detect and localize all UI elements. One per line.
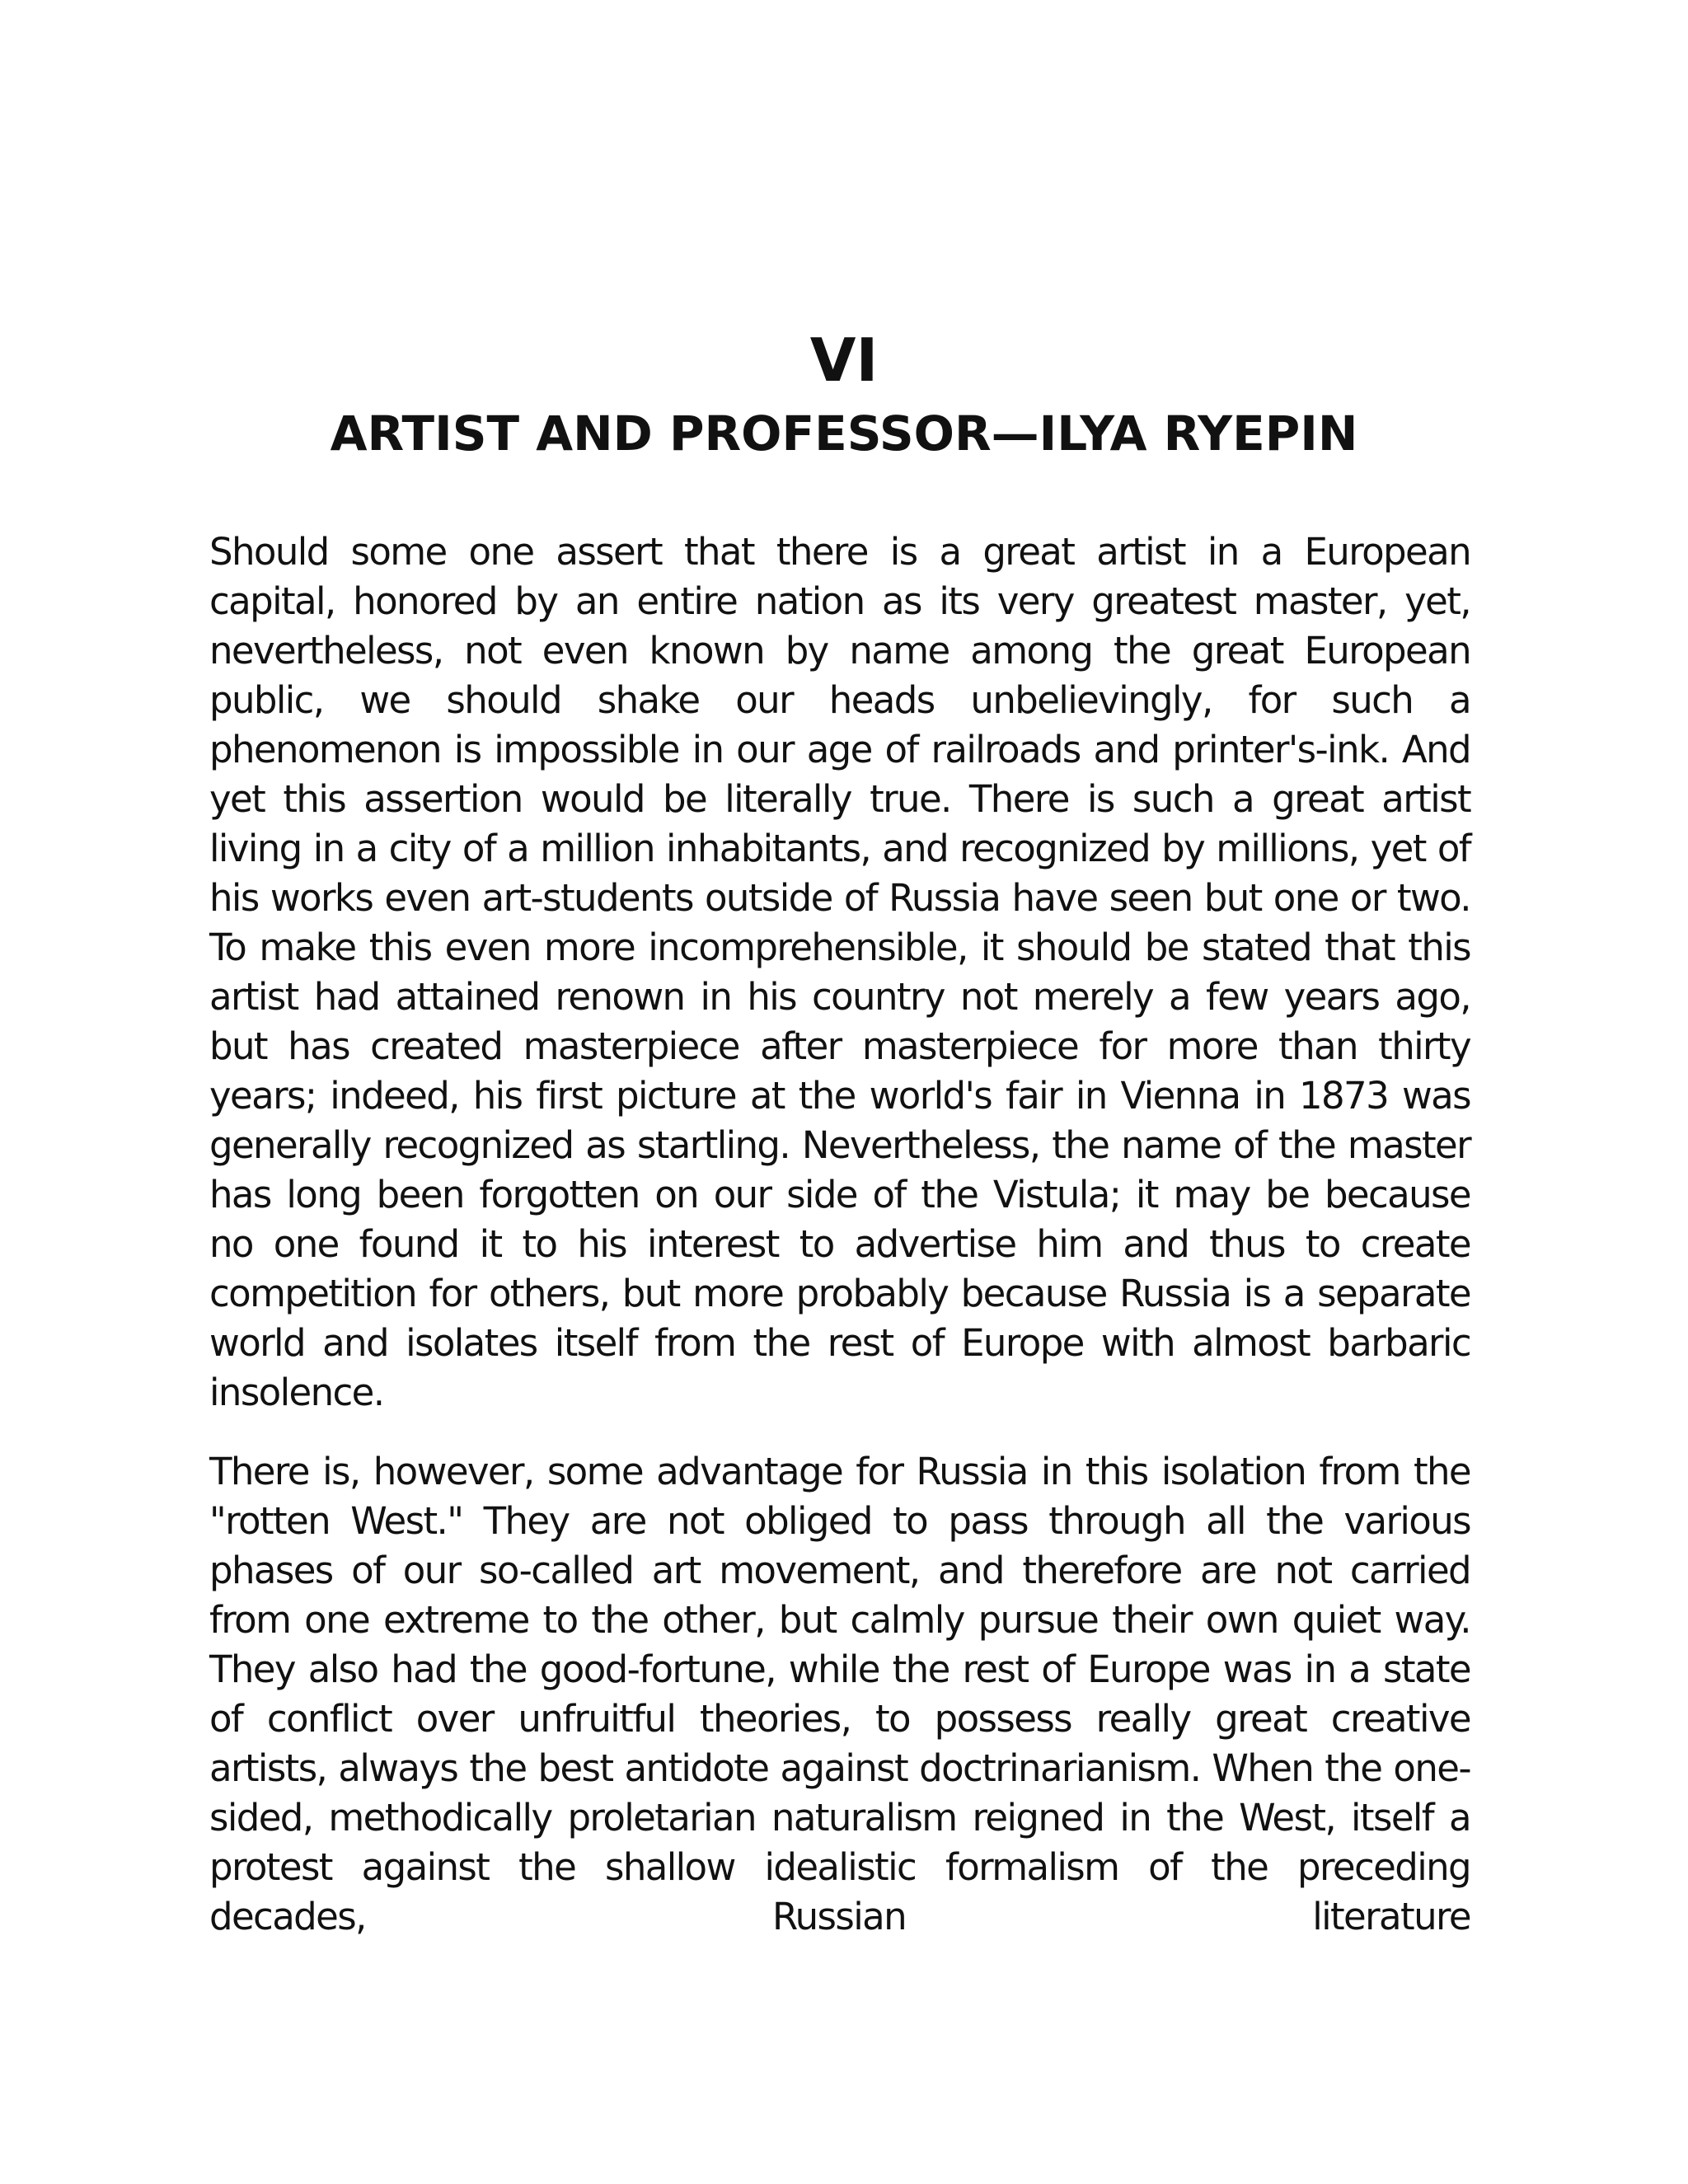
chapter-number: VI <box>809 326 879 395</box>
paragraph-1: Should some one assert that there is a great artist in a European capital, honored by an entire nation as its very greatest master, yet, nevertheless, not even known by name among the great European public, we should shake our heads unbelievingly, for such a phenomenon is impossible in our age of railroads and printer's-ink. And yet this assertion would be literally true. There is such a great artist living in a city of a million inhabitants, and recognized by millions, yet of his works even art-students outside of Russia have seen but one or two. To make this even more incomprehensible, it should be stated that this artist had attained renown in his country not merely a few years ago, but has created masterpiece after masterpiece for more than thirty years; indeed, his first picture at the world's fair in Vienna in 1873 was generally recognized as startling. Nevertheless, the name of the master has long been forgotten on our side of the Vistula; it may be because no one found it to his interest to advertise him and thus to create competition for others, but more probably because Russia is a separate world and isolates itself from the rest of Europe with almost barbaric insolence. <box>209 530 1470 1414</box>
paragraph-2: There is, however, some advantage for Russia in this isolation from the "rotten West." They are not obliged to pass through all the various phases of our so-called art movement, and therefore are not carried from one extreme to the other, but calmly pursue their own quiet way. They also had the good-fortune, while the rest of Europe was in a state of conflict over unfruitful theories, to possess really great creative artists, always the best antidote against doctrinarianism. When the one-sided, methodically proletarian naturalism reigned in the West, itself a protest against the shallow idealistic formalism of the preceding decades, Russian literature <box>209 1450 1470 1938</box>
chapter-title: ARTIST AND PROFESSOR—ILYA RYEPIN <box>330 405 1358 462</box>
chapter-body <box>209 527 1470 1971</box>
